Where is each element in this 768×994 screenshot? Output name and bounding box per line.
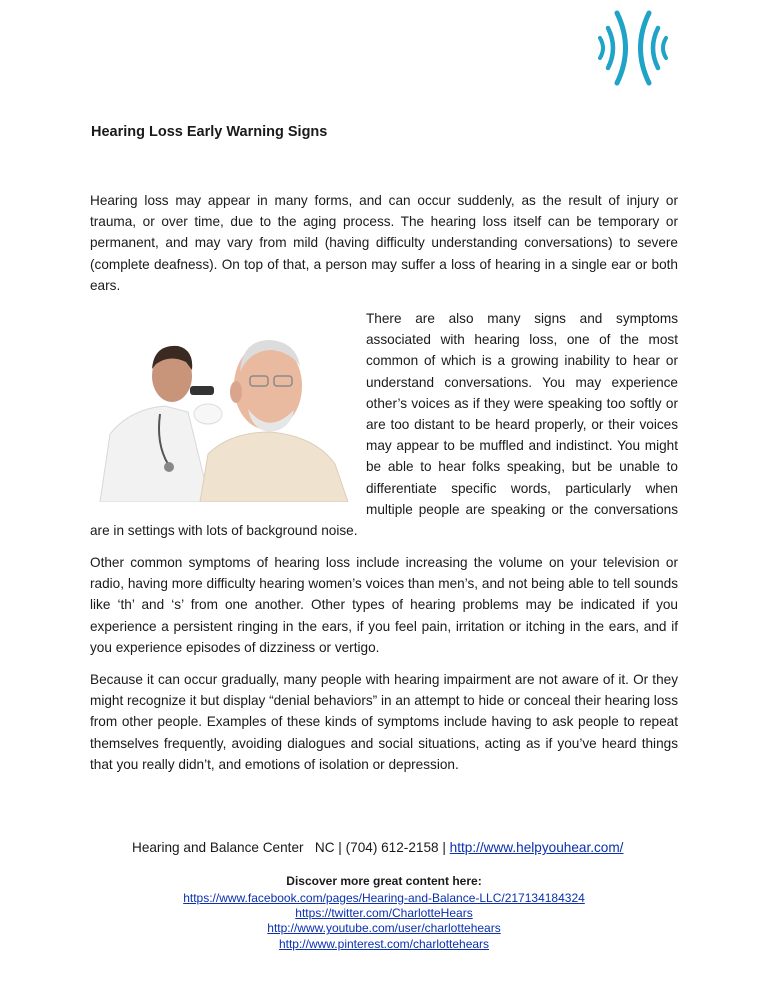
paragraph-symptoms: There are also many signs and symptoms associated with hearing loss, one of the most common of which is a growing inability to hear or understand conversations. You may experience other’s voices as if they were speaking too softly or are too distant to be heard properly, or their voices may appear to be muffled and indistinct. You might be able to hear folks speaking, but be unable to differentiate specific words, particularly when multiple people are speaking or the conversations are in settings with lots of background noise. <box>90 311 678 539</box>
social-links <box>0 891 768 952</box>
business-name: Hearing and Balance Center <box>132 840 304 855</box>
youtube-link[interactable]: http://www.youtube.com/user/charlottehears <box>267 921 501 936</box>
paragraph-intro: Hearing loss may appear in many forms, and can occur suddenly, as the result of injury or trauma, or over time, due to the aging process. The hearing loss itself can be temporary or permanent, and may vary from mild (having difficulty understanding conversations) to severe (complete deafness). On top of that, a person may suffer a loss of hearing in a single ear or both ears. <box>90 193 678 293</box>
facebook-link[interactable]: https://www.facebook.com/pages/Hearing-and-Balance-LLC/217134184324 <box>183 891 585 905</box>
article-title: Hearing Loss Early Warning Signs <box>91 124 328 140</box>
sound-waves-icon <box>592 8 680 88</box>
doctor-examining-ear-photo <box>90 314 360 502</box>
paragraph-denial: Because it can occur gradually, many people with hearing impairment are not aware of it. Or they might recognize it but display “denial behaviors” in an attempt to hide or conceal their hearing loss from other people. Examples of these kinds of symptoms include having to ask people to repeat themselves frequently, avoiding dialogues and social situations, acting as if you’ve heard things that you really didn’t, and emotions of isolation or depression. <box>90 672 678 772</box>
discover-heading: Discover more great content here: <box>286 874 482 888</box>
twitter-link[interactable]: https://twitter.com/CharlotteHears <box>295 906 473 921</box>
paragraph-symptoms-with-photo <box>90 308 678 541</box>
website-link[interactable]: http://www.helpyouhear.com/ <box>449 840 624 855</box>
footer-contact <box>132 840 623 855</box>
sound-waves-logo <box>592 8 680 88</box>
photo-illustration <box>90 314 360 502</box>
pinterest-link[interactable]: http://www.pinterest.com/charlottehears <box>278 936 490 951</box>
phone-text: NC | (704) 612-2158 | <box>314 840 446 855</box>
paragraph-other-symptoms: Other common symptoms of hearing loss include increasing the volume on your television or radio, having more difficulty hearing women’s voices than men’s, and not being able to tell sounds like ‘th’ and ‘s’ from one another. Other types of hearing problems may be indicated if you experience a persistent ringing in the ears, if you feel pain, irritation or itching in the ears, and if you experience episodes of dizziness or vertigo. <box>90 555 678 655</box>
